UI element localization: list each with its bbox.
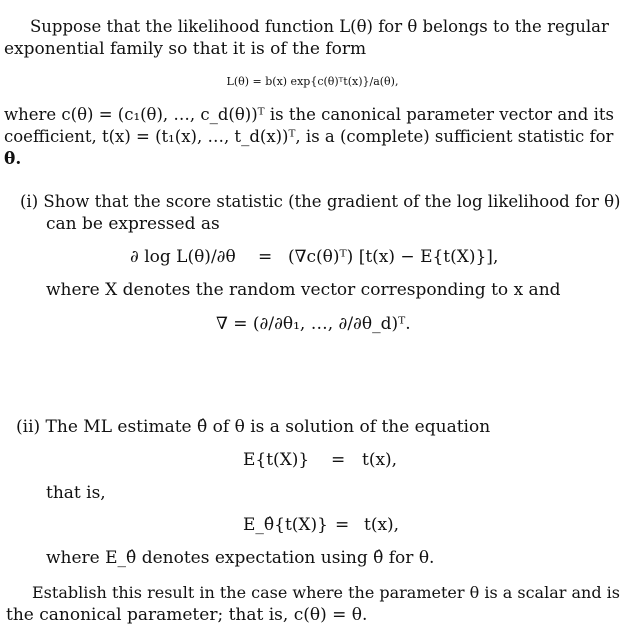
- ml-eq2-equals: =: [335, 515, 350, 535]
- intro-line-5: θ.: [4, 149, 22, 169]
- score-lhs: ∂ log L(θ)/∂θ: [130, 247, 236, 267]
- score-rhs: (∇c(θ)ᵀ) [t(x) − E{t(X)}],: [288, 247, 499, 267]
- ml-eq2-lhs: E_θ̂{t(X)}: [243, 515, 328, 535]
- part-ii-line-3: where E_θ̂ denotes expectation using θ̂ for θ.: [46, 548, 435, 568]
- intro-line-4: coefficient, t(x) = (t₁(x), …, t_d(x))ᵀ, is a (complete) sufficient statistic for: [4, 127, 614, 146]
- intro-line-1: Suppose that the likelihood function L(θ) for θ belongs to the regular: [30, 17, 609, 36]
- part-i-line-2: can be expressed as: [46, 214, 220, 234]
- likelihood-equation: L(θ) = b(x) exp{c(θ)ᵀt(x)}/a(θ),: [226, 75, 399, 88]
- ml-eq2-rhs: t(x),: [364, 515, 400, 535]
- nabla-definition: ∇ = (∂/∂θ₁, …, ∂/∂θ_d)ᵀ.: [216, 314, 411, 334]
- closing-line-2: the canonical parameter; that is, c(θ) = θ.: [6, 605, 368, 625]
- part-ii-line-2: that is,: [46, 483, 106, 503]
- ml-eq1-equals: =: [331, 450, 346, 470]
- closing-line-1: Establish this result in the case where the parameter θ is a scalar and is: [32, 583, 620, 602]
- part-i-line-3: where X denotes the random vector corresponding to x and: [46, 280, 561, 300]
- intro-line-3: where c(θ) = (c₁(θ), …, c_d(θ))ᵀ is the canonical parameter vector and its: [4, 105, 614, 124]
- ml-eq1-rhs: t(x),: [362, 450, 398, 470]
- ml-eq1-lhs: E{t(X)}: [243, 450, 310, 470]
- part-ii-line-1: (ii) The ML estimate θ̂ of θ is a solution of the equation: [16, 417, 491, 437]
- score-equals: =: [258, 247, 273, 267]
- part-i-line-1: (i) Show that the score statistic (the gradient of the log likelihood for θ): [20, 192, 621, 211]
- intro-line-2: exponential family so that it is of the form: [4, 39, 367, 59]
